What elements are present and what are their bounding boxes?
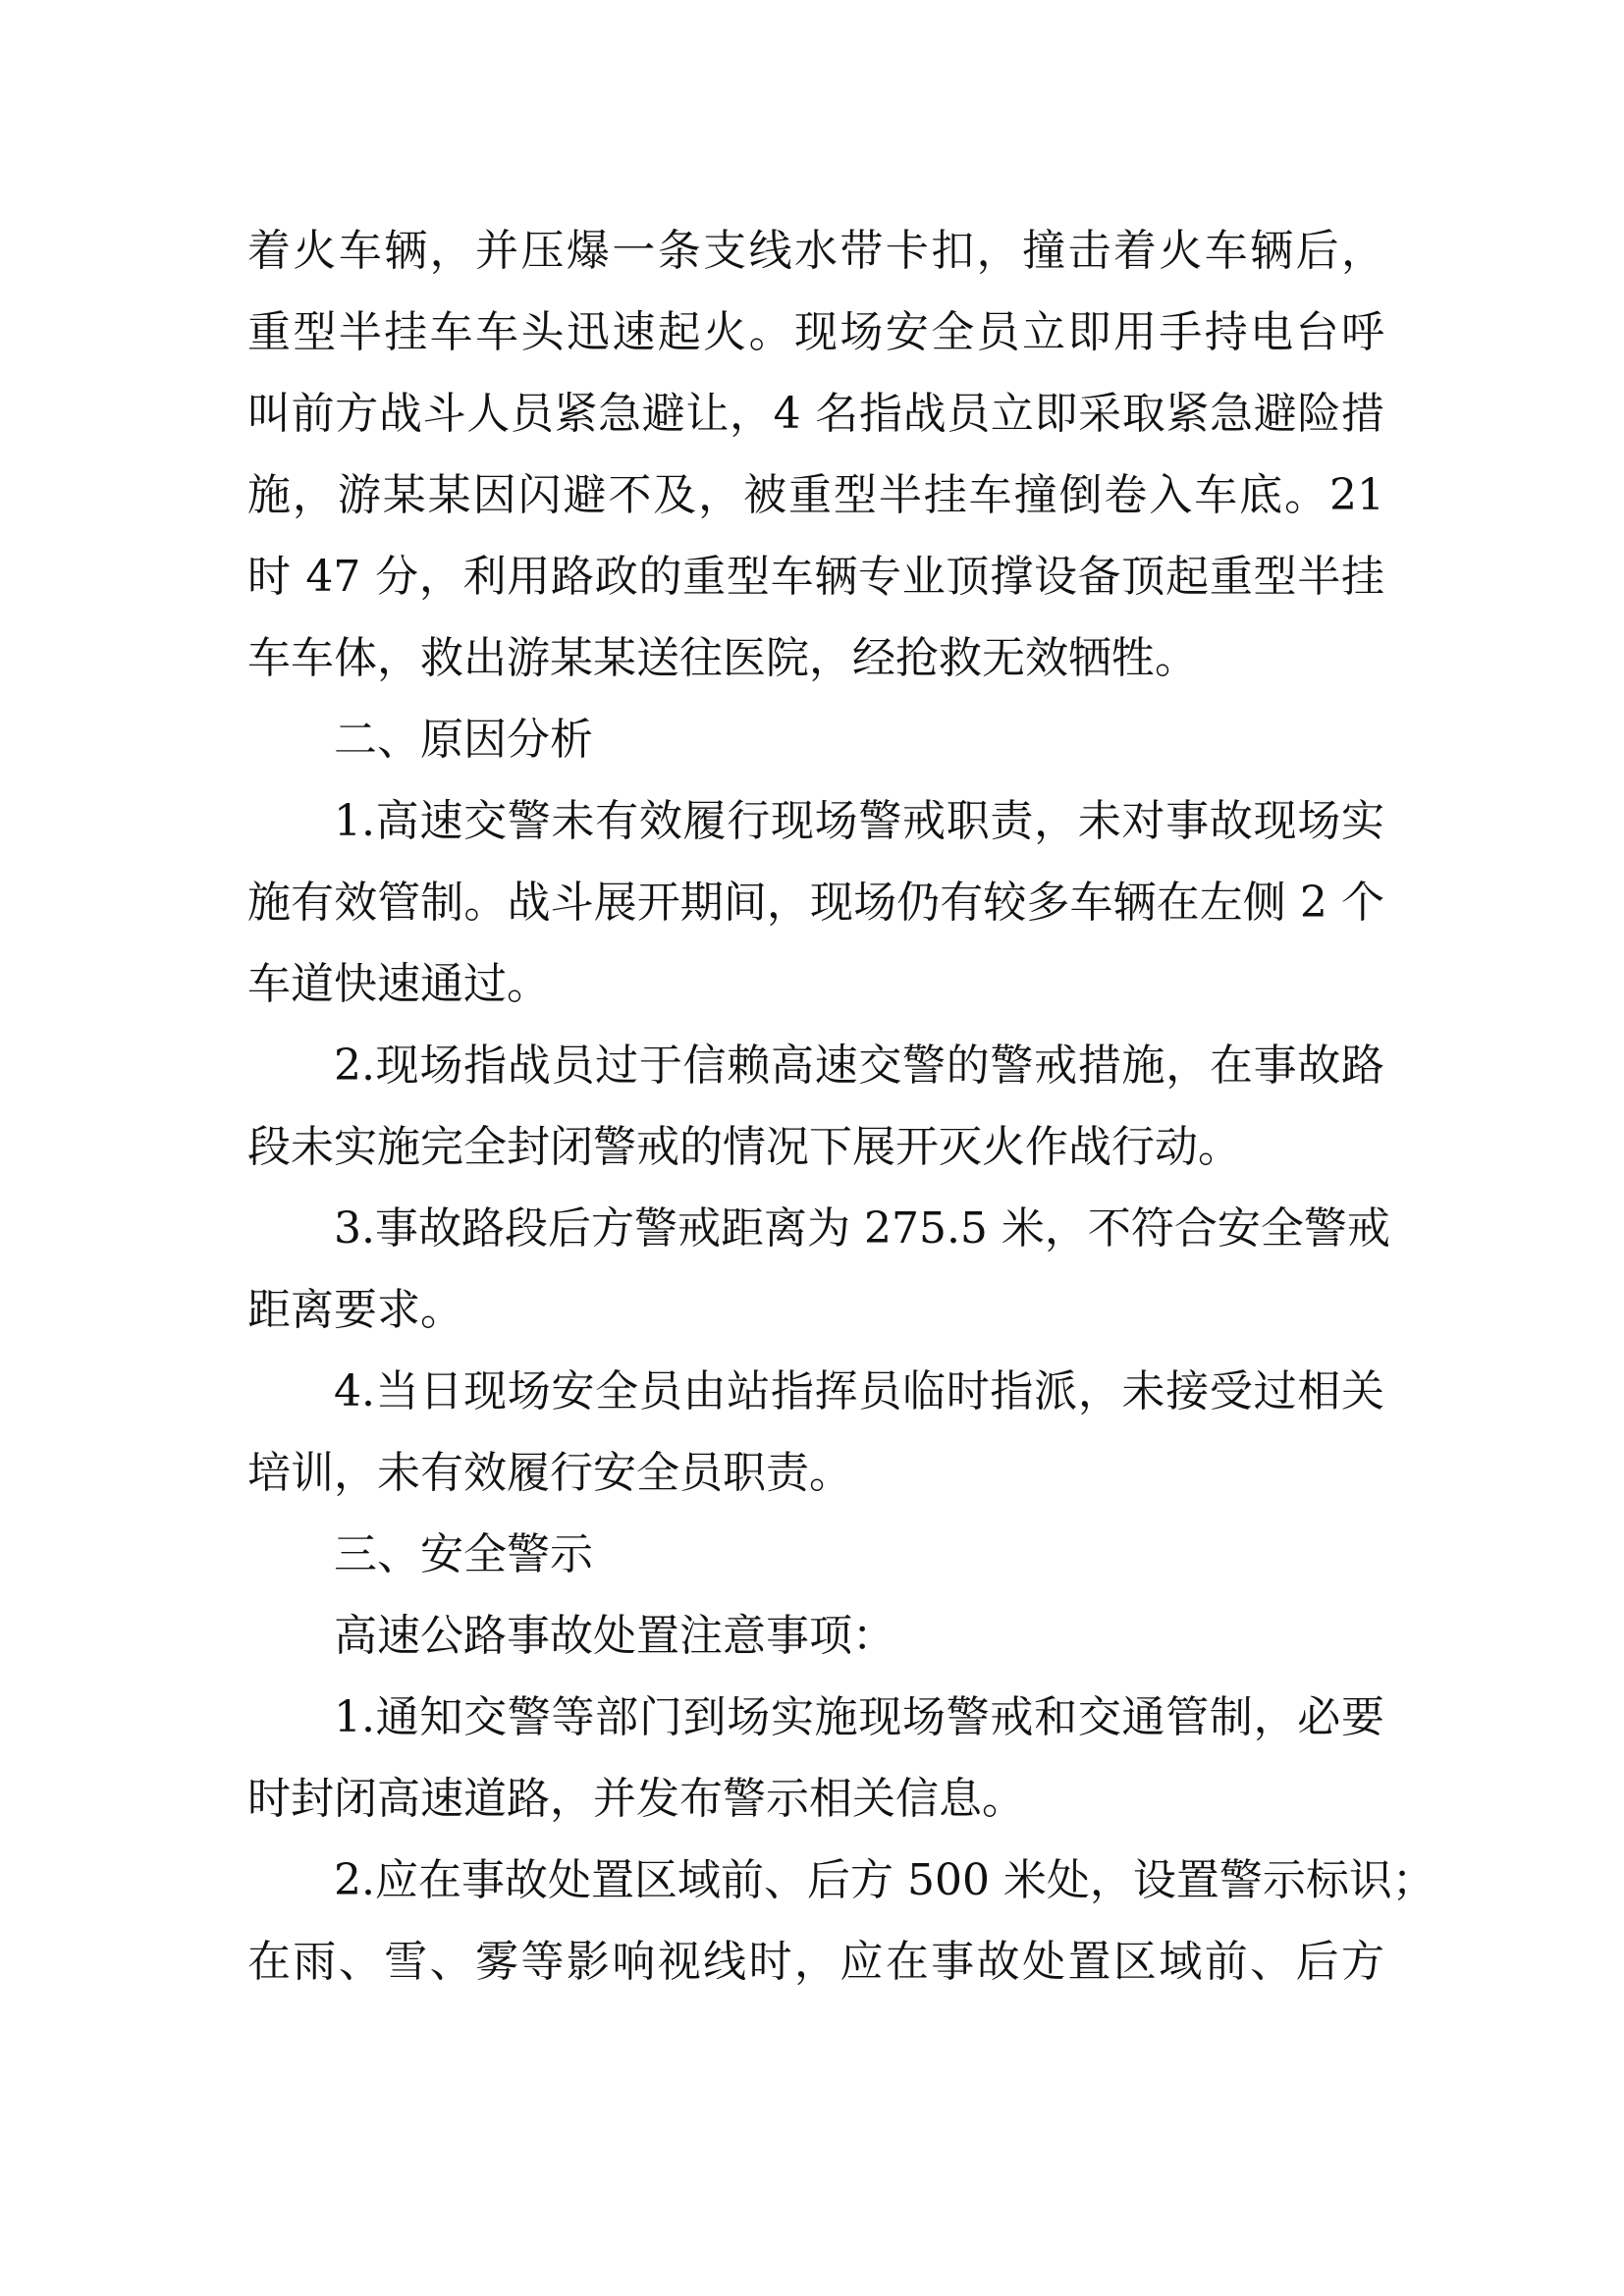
paragraph-line: 段未实施完全封闭警戒的情况下展开灭火作战行动。 [247,1122,1241,1172]
document-page [247,210,1435,2002]
paragraph-line: 叫前方战斗人员紧急避让，4 名指战员立即采取紧急避险措 [247,389,1384,439]
paragraph-line: 重型半挂车车头迅速起火。现场安全员立即用手持电台呼 [247,307,1384,357]
paragraph-line: 车道快速通过。 [247,959,550,1009]
paragraph-line: 1.通知交警等部门到场实施现场警戒和交通管制，必要 [334,1692,1384,1742]
paragraph-line: 时 47 分，利用路政的重型车辆专业顶撑设备顶起重型半挂 [247,552,1384,602]
paragraph-line: 3.事故路段后方警戒距离为 275.5 米，不符合安全警戒 [334,1203,1390,1254]
paragraph-line: 时封闭高速道路，并发布警示相关信息。 [247,1774,1025,1824]
paragraph-line: 2.现场指战员过于信赖高速交警的警戒措施，在事故路 [334,1041,1384,1091]
paragraph-line: 高速公路事故处置注意事项： [334,1611,895,1661]
section-heading-safety-warning: 三、安全警示 [334,1529,593,1579]
paragraph-line: 培训，未有效履行安全员职责。 [247,1448,852,1498]
paragraph-line: 在雨、雪、雾等影响视线时，应在事故处置区域前、后方 [247,1937,1384,1987]
paragraph-line: 距离要求。 [247,1285,463,1335]
section-heading-cause-analysis: 二、原因分析 [334,715,593,765]
paragraph-line: 2.应在事故处置区域前、后方 500 米处，设置警示标识； [334,1855,1435,1905]
paragraph-line: 4.当日现场安全员由站指挥员临时指派，未接受过相关 [334,1366,1384,1416]
paragraph-line: 着火车辆，并压爆一条支线水带卡扣，撞击着火车辆后， [247,226,1384,276]
paragraph-line: 施有效管制。战斗展开期间，现场仍有较多车辆在左侧 2 个 [247,878,1384,928]
paragraph-line: 施，游某某因闪避不及，被重型半挂车撞倒卷入车底。21 [247,470,1384,520]
paragraph-line: 1.高速交警未有效履行现场警戒职责，未对事故现场实 [334,796,1384,846]
paragraph-line: 车车体，救出游某某送往医院，经抢救无效牺牲。 [247,633,1198,683]
